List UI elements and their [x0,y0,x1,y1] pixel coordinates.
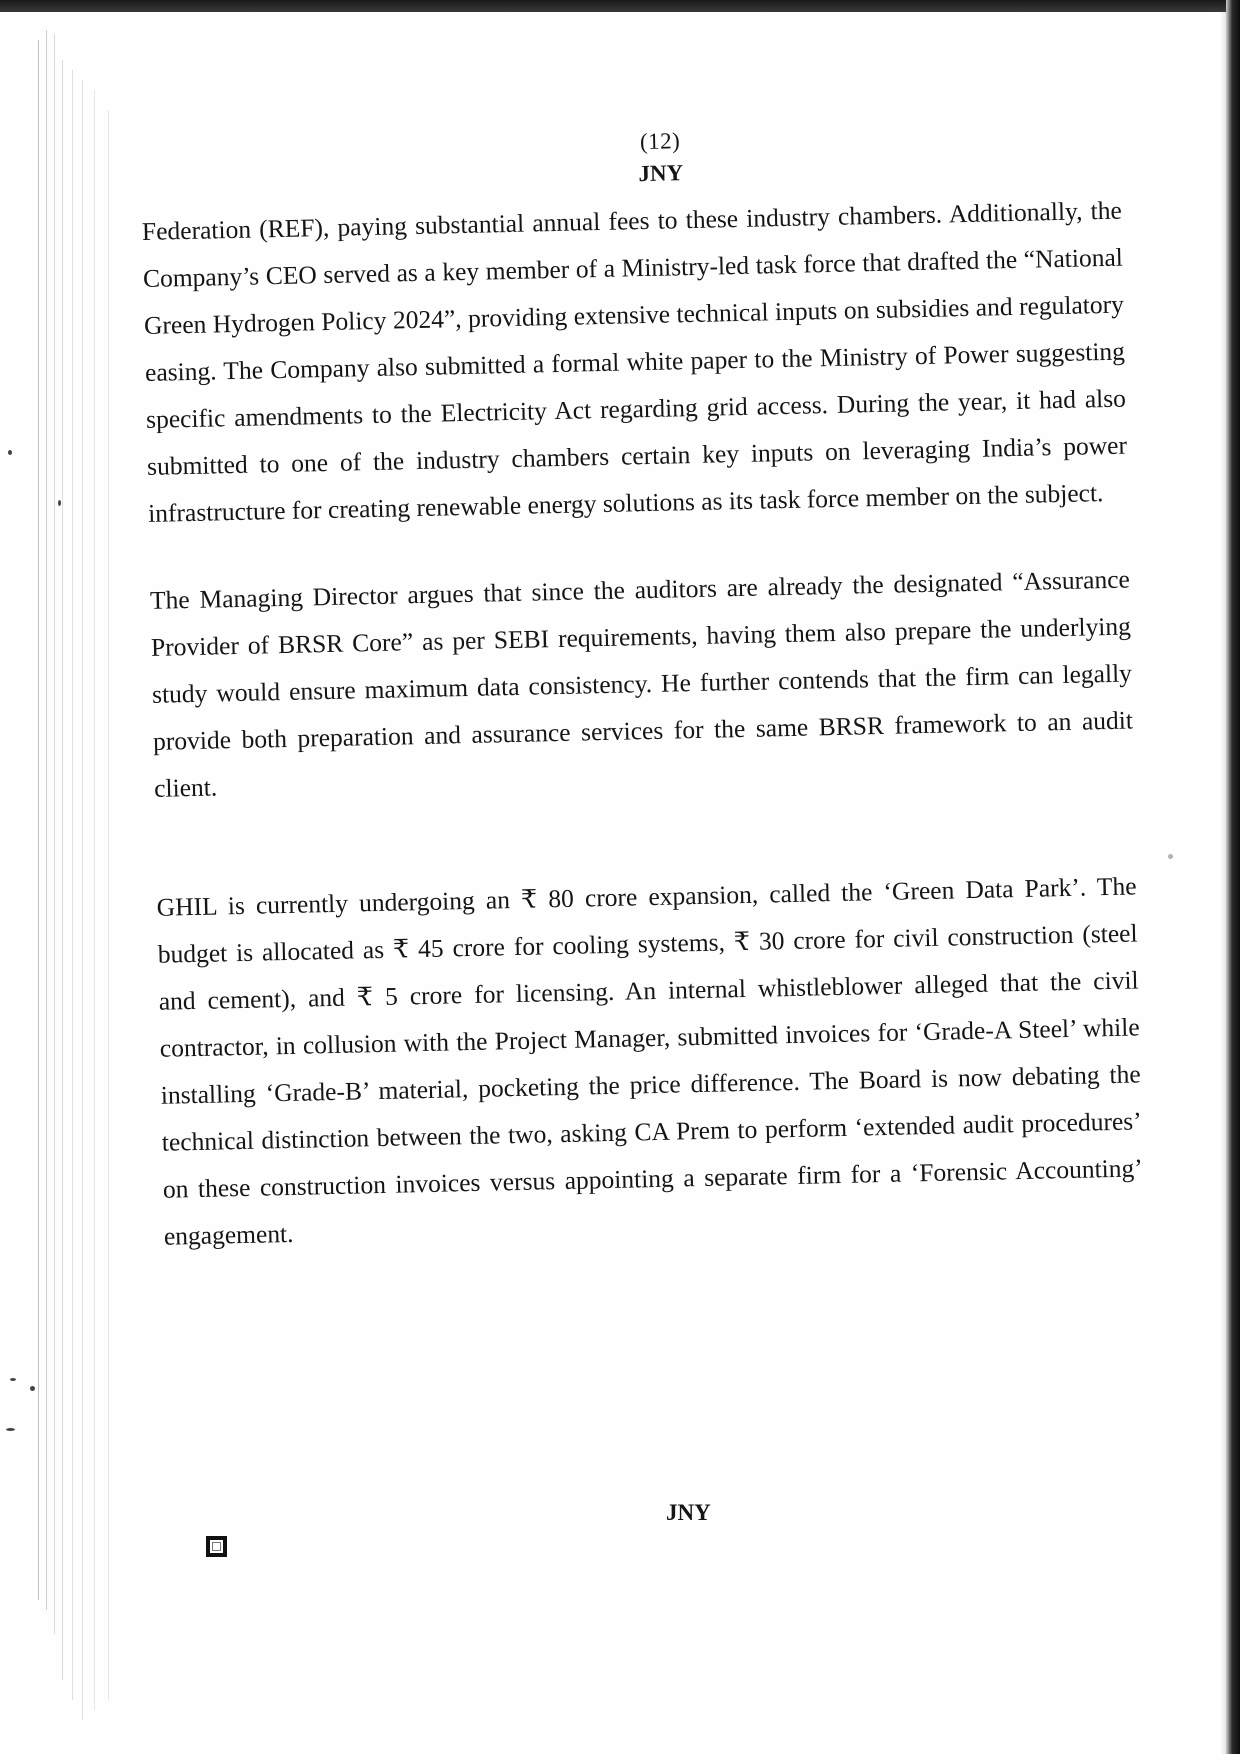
paper-code-footer: JNY [666,1500,711,1525]
stacked-page-edge [82,80,83,1720]
scan-speck [58,500,61,506]
stacked-page-edge [46,30,47,1610]
paragraph-managing-director: The Managing Director argues that since the auditors are already the designated “Assurance Provider of BRSR Core” as per SEBI requirements, having them also prepare the underlying study would ensure maximum data consistency. He further contends that the firm can legally provide both preparation and assurance services for the same BRSR framework to an audit client. [149,564,1134,803]
page-number: (12) [639,128,681,155]
stacked-page-edge [108,110,109,1700]
paragraph-green-data-park: GHIL is currently undergoing an ₹ 80 crore expansion, called the ‘Green Data Park’. The budget is allocated as ₹ 45 crore for cooling systems, ₹ 30 crore for civil construction (steel and cement), and ₹ 5 crore for licensing. An internal whistleblower alleged that the civil contractor, in collusion with the Project Manager, submitted invoices for ‘Grade-A Steel’ while installing ‘Grade-B’ material, pocketing the price difference. The Board is now debating the technical distinction between the two, asking CA Prem to perform ‘extended audit procedures’ on these construction invoices versus appointing a separate firm for a ‘Forensic Accounting’ engagement. [156,871,1143,1251]
page-content [140,119,1144,1260]
scan-border-right [1226,0,1240,1754]
stacked-page-edge [94,90,95,1710]
scan-speck [1168,854,1173,859]
scan-speck [6,1428,15,1431]
stacked-page-edge [38,40,39,1600]
stacked-page-edge [62,60,63,1680]
scan-border-top [0,0,1240,12]
square-box-icon [206,1536,227,1557]
stacked-page-edge [72,70,73,1700]
paragraph-ref-federation: Federation (REF), paying substantial annual fees to these industry chambers. Additionally, the Company’s CEO served as a key member of a Ministry-led task force that drafted the “National Green Hydrogen Policy 2024”, providing extensive technical inputs on subsidies and regulatory easing. The Company also submitted a formal white paper to the Ministry of Power suggesting specific amendments to the Electricity Act regarding grid access. During the year, it had also submitted to one of the industry chambers certain key inputs on leveraging India’s power infrastructure for creating renewable energy solutions as its task force member on the subject. [141,195,1128,528]
scan-speck [10,1378,16,1381]
stacked-page-edge [54,34,55,1634]
paper-code-header: JNY [638,160,684,187]
scan-speck [30,1386,35,1391]
scan-speck [8,450,12,455]
